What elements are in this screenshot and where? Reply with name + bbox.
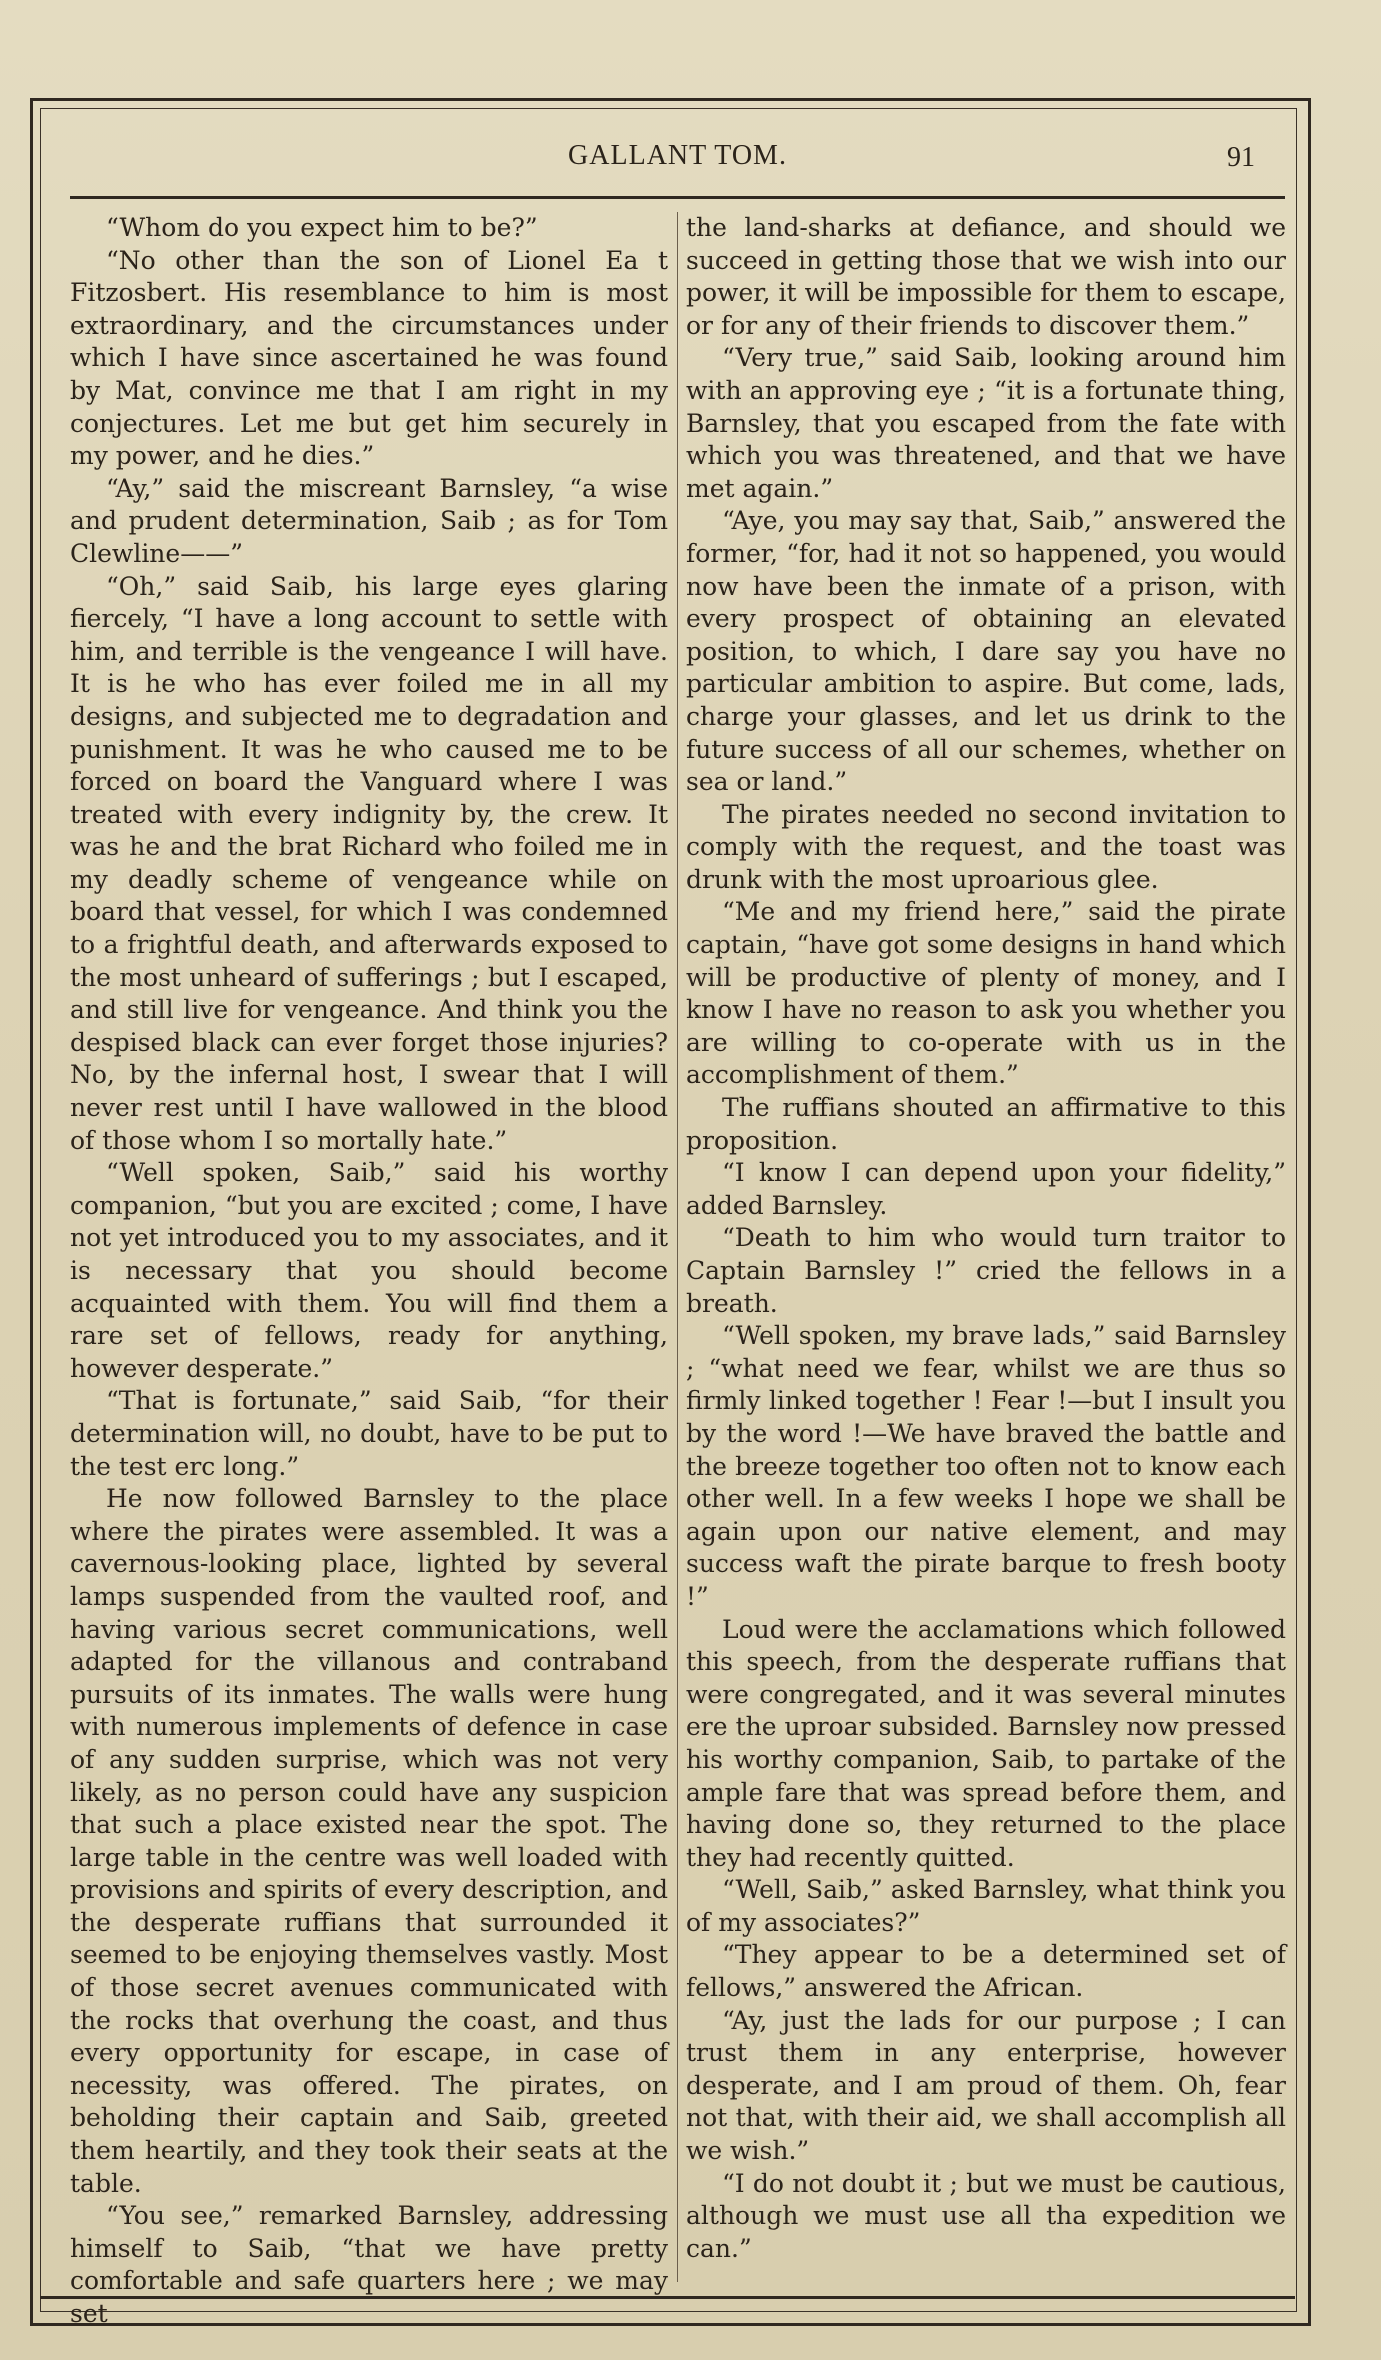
paragraph: The pirates needed no second invitation to comply with the request, and the toast was drunk with the most uproarious glee. (686, 799, 1286, 894)
paragraph: “Ay, just the lads for our purpose ; I can trust them in any enterprise, however desperate, and I am proud of them. Oh, fear not that, with their aid, we shall accomplish all we wish.” (686, 2005, 1286, 2166)
right-column (686, 212, 1286, 2292)
paragraph: “Well spoken, Saib,” said his worthy companion, “but you are excited ; come, I have not yet introduced you to my associates, and it is necessary that you should become acquainted with them. You will find them a rare set of fellows, ready for anything, however desperate.” (70, 1158, 668, 1383)
paragraph: “Very true,” said Saib, looking around him with an approving eye ; “it is a fortunate thing, Barnsley, that you escaped from the fate with which you was threatened, and that we have met again.” (686, 343, 1286, 503)
paragraph: “I do not doubt it ; but we must be cautious, although we must use all tha expedition we can.” (686, 2168, 1286, 2263)
header-rule (70, 196, 1285, 199)
paragraph: Loud were the acclamations which followed this speech, from the desperate ruffians that were congregated, and it was several minutes ere the uproar subsided. Barnsley now pressed his worthy companion, Saib, to partake of the ample fare that was spread before them, and having done so, they returned to the place they had recently quitted. (686, 1614, 1286, 1872)
paragraph: “No other than the son of Lionel Ea t Fitzosbert. His resemblance to him is most extraordinary, and the circumstances under which I have since ascertained he was found by Mat, convince me that I am right in my conjectures. Let me but get him securely in my power, and he dies.” (70, 245, 668, 471)
paragraph: “I know I can depend upon your fidelity,” added Barnsley. (686, 1158, 1286, 1220)
footer-rule (40, 2296, 1295, 2299)
paragraph: “Whom do you expect him to be?” (106, 213, 538, 242)
paragraph: “Oh,” said Saib, his large eyes glaring fiercely, “I have a long account to settle with him, and terrible is the vengeance I will have. It is he who has ever foiled me in all my designs, and subjected me to degradation and punishment. It was he who caused me to be forced on board the Vanguard where I was treated with every indignity by, the crew. It was he and the brat Richard who foiled me in my deadly scheme of vengeance while on board that vessel, for which I was condemned to a frightful death, and afterwards exposed to the most unheard of sufferings ; but I escaped, and still live for vengeance. And think you the despised black can ever forget those injuries? No, by the infernal host, I swear that I will never rest until I have wallowed in the blood of those whom I so mortally hate.” (70, 571, 668, 1155)
paragraph: “You see,” remarked Barnsley, addressing himself to Saib, “that we have pretty comfortable and safe quarters here ; we may set (70, 2201, 668, 2328)
running-title: GALLANT TOM. (568, 140, 787, 171)
paragraph: “Death to him who would turn traitor to Captain Barnsley !” cried the fellows in a breath. (686, 1223, 1286, 1318)
paragraph: “Me and my friend here,” said the pirate captain, “have got some designs in hand which will be productive of plenty of money, and I know I have no reason to ask you whether you are willing to co-operate with us in the accomplishment of them.” (686, 897, 1286, 1090)
page-number: 91 (1227, 142, 1255, 173)
paragraph: “Ay,” said the miscreant Barnsley, “a wise and prudent determination, Saib ; as for Tom Clewline——” (70, 473, 668, 568)
page-header (70, 140, 1285, 190)
paragraph: “That is fortunate,” said Saib, “for their determination will, no doubt, have to be put to the test erc long.” (70, 1386, 668, 1481)
left-column (70, 212, 668, 2328)
paragraph: “They appear to be a determined set of fellows,” answered the African. (686, 1940, 1286, 2003)
paragraph: “Well spoken, my brave lads,” said Barnsley ; “what need we fear, whilst we are thus so firmly linked together ! Fear !—but I insult you by the word !—We have braved the battle and the breeze together too often not to know each other well. In a few weeks I hope we shall be again upon our native element, and may success waft the pirate barque to fresh booty !” (686, 1321, 1286, 1611)
paragraph: He now followed Barnsley to the place where the pirates were assembled. It was a cavernous-looking place, lighted by several lamps suspended from the vaulted roof, and having various secret communications, well adapted for the villanous and contraband pursuits of its inmates. The walls were hung with numerous implements of defence in case of any sudden surprise, which was not very likely, as no person could have any suspicion that such a place existed near the spot. The large table in the centre was well loaded with provisions and spirits of every description, and the desperate ruffians that surrounded it seemed to be enjoying themselves vastly. Most of those secret avenues communicated with the rocks that overhung the coast, and thus every opportunity for escape, in case of necessity, was offered. The pirates, on beholding their captain and Saib, greeted them heartily, and they took their seats at the table. (70, 1484, 668, 2198)
paragraph: The ruffians shouted an affirmative to this proposition. (686, 1093, 1286, 1155)
paragraph: the land-sharks at defiance, and should we succeed in getting those that we wish into our power, it will be impossible for them to escape, or for any of their friends to discover them.” (686, 213, 1286, 340)
paragraph: “Aye, you may say that, Saib,” answered the former, “for, had it not so happened, you would now have been the inmate of a prison, with every prospect of obtaining an elevated position, to which, I dare say you have no particular ambition to aspire. But come, lads, charge your glasses, and let us drink to the future success of all our schemes, whether on sea or land.” (686, 506, 1286, 797)
column-divider (677, 212, 678, 2282)
paragraph: “Well, Saib,” asked Barnsley, what think you of my associates?” (686, 1875, 1286, 1937)
